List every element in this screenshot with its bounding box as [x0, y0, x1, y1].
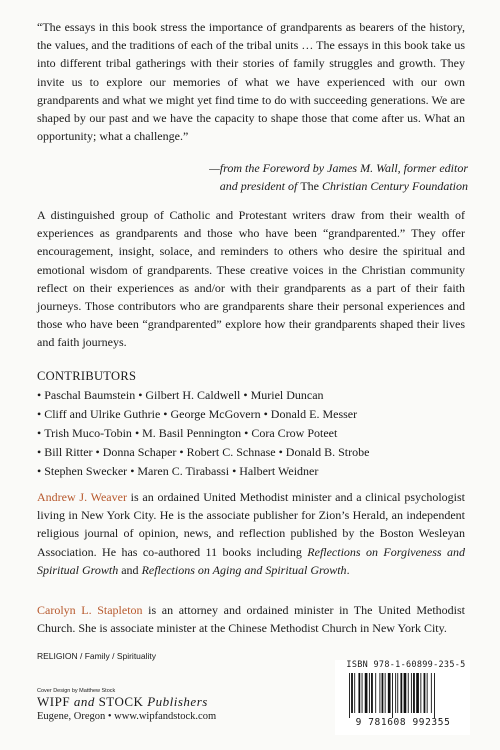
bullet-separator: • [37, 388, 42, 402]
bullet-separator: • [138, 388, 143, 402]
bio-weaver [37, 488, 465, 579]
bullet-separator: • [232, 464, 237, 478]
barcode-bar [392, 673, 393, 718]
book-title-aging: Reflections on Aging and Spiritual Growth [141, 562, 347, 577]
foreword-quote [37, 18, 465, 145]
barcode-bar [397, 673, 398, 713]
book-description: A distinguished group of Catholic and Protestant writers draw from their wealth of experiences as grandparents and those who have been “grandparented.” They offer encouragement, insight, solace, and reminders to others who desire the spiritual and emotional wisdom of grandparents. These creative voices in the Christian community reflect on their experiences as and/or with their grandparents as a part of their faith journeys. Those contributors who are grandparents share their personal experiences and those who have been “grandparented” explore how their grandparents shaped their lives and faith journeys. [37, 208, 465, 350]
bullet-separator: • [37, 464, 42, 478]
bio-weaver-text-3: . [346, 562, 350, 577]
contributor-name: M. Basil Pennington [142, 426, 242, 440]
publisher-name-3: Publishers [147, 694, 208, 709]
bullet-separator: • [163, 407, 168, 421]
category-label: RELIGION / Family / Spirituality [37, 651, 157, 661]
attribution-line-1: —from the Foreword by James M. Wall, former editor [209, 161, 468, 175]
barcode-bar [362, 673, 363, 713]
barcode-bar [400, 673, 402, 713]
quote-attribution [128, 159, 468, 195]
contributor-name: Cliff and Ulrike Guthrie [44, 407, 161, 421]
bullet-separator: • [244, 426, 249, 440]
author-name-weaver: Andrew J. Weaver [37, 490, 127, 504]
attribution-upright: The [300, 179, 319, 194]
contributor-name: Stephen Swecker [44, 464, 128, 478]
contributor-name: Robert C. Schnase [186, 445, 276, 459]
isbn-label: ISBN 978-1-60899-235-5 [346, 660, 466, 670]
barcode-bar [375, 673, 376, 713]
publisher-logo [37, 694, 208, 710]
contributors-list [37, 386, 465, 481]
author-name-stapleton: Carolyn L. Stapleton [37, 603, 143, 617]
barcode-bar [416, 673, 419, 713]
barcode-bars [348, 673, 462, 718]
barcode-bar [434, 673, 435, 718]
barcode-bar [411, 673, 412, 713]
bio-weaver-text-2: and [118, 562, 142, 577]
bio-stapleton [37, 601, 465, 637]
bullet-separator: • [243, 388, 248, 402]
cover-design-credit: Cover Design by Matthew Stock [37, 688, 116, 694]
contributors-line [37, 405, 465, 424]
bio-weaver-text-1: is an ordained United Methodist minister and a clinical psychologist living in New York City. He is the associate publisher for Zion’s Herald, an independent religious journal of opinion, news, and reflection published by the Boston Wesleyan Association. He has co-authored 11 books including [37, 490, 465, 559]
contributor-name: Halbert Weidner [239, 464, 319, 478]
contributors-line [37, 424, 465, 443]
attribution-line-2 [128, 177, 468, 195]
contributors-heading: CONTRIBUTORS [37, 369, 137, 383]
bullet-separator: • [263, 407, 268, 421]
bullet-separator: • [278, 445, 283, 459]
foreword-quote-text: “The essays in this book stress the importance of grandparents as bearers of the history, the values, and the traditions of each of the tribal units … The essays in this book take us into different tribal gatherings with their stories of family struggles and growth. They invite us to explore our memories of what we have experienced with our own grandparents and what we might yet find time to do with succeeding generations. We are shaped by our past and we have the capacity to shape those that come after us. What an opportunity; what a challenge.” [37, 20, 465, 144]
barcode-bar [358, 673, 360, 713]
contributors-line [37, 443, 465, 462]
barcode-bar [351, 673, 353, 713]
barcode-bar [431, 673, 432, 713]
attribution-prefix: and president of [219, 179, 301, 194]
barcode-bar [408, 673, 409, 713]
barcode-bar [385, 673, 386, 713]
barcode-bar [349, 673, 350, 718]
contributors-line [37, 462, 465, 481]
bullet-separator: • [134, 426, 140, 440]
barcode-bar [354, 673, 355, 713]
contributor-name: Donna Schaper [102, 445, 177, 459]
contributor-name: Cora Crow Poteet [251, 426, 338, 440]
publisher-location: Eugene, Oregon • www.wipfandstock.com [37, 711, 217, 722]
barcode-bar [365, 673, 368, 713]
publisher-name-2: STOCK [94, 694, 148, 709]
barcode-bar [404, 673, 407, 713]
bullet-separator: • [37, 407, 42, 421]
barcode-bar [369, 673, 370, 713]
barcode-bar [388, 673, 391, 713]
bullet-separator: • [95, 445, 100, 459]
barcode-number: 9 781608 992355 [355, 717, 451, 728]
publisher-name-and: and [73, 694, 95, 709]
barcode-bar [395, 673, 396, 713]
contributor-name: Bill Ritter [44, 445, 93, 459]
barcode-bar [371, 673, 373, 713]
contributor-name: Donald E. Messer [270, 407, 358, 421]
contributor-name: Maren C. Tirabassi [137, 464, 230, 478]
barcode-bar [382, 673, 384, 713]
attribution-suffix: Christian Century Foundation [318, 179, 468, 194]
bullet-separator: • [37, 426, 42, 440]
contributor-name: Trish Muco-Tobin [44, 426, 132, 440]
contributor-name: Gilbert H. Caldwell [145, 388, 241, 402]
contributor-name: Muriel Duncan [250, 388, 324, 402]
barcode-bar [424, 673, 426, 713]
barcode-bar [413, 673, 415, 713]
book-title-forgiveness: Reflections on Forgiveness and Spiritual Growth [37, 544, 465, 577]
barcode-bar [420, 673, 421, 713]
barcode-bar [427, 673, 428, 713]
bullet-separator: • [37, 445, 42, 459]
publisher-name-1: WIPF [37, 694, 74, 709]
contributors-line [37, 386, 465, 405]
contributor-name: George McGovern [170, 407, 261, 421]
bullet-separator: • [130, 464, 135, 478]
bullet-separator: • [179, 445, 184, 459]
contributor-name: Paschal Baumstein [44, 388, 136, 402]
contributor-name: Donald B. Strobe [285, 445, 370, 459]
barcode-bar [379, 673, 380, 713]
bio-stapleton-text: is an attorney and ordained minister in The United Methodist Church. She is associate minister at the Chinese Methodist Church in New York City. [37, 603, 465, 636]
